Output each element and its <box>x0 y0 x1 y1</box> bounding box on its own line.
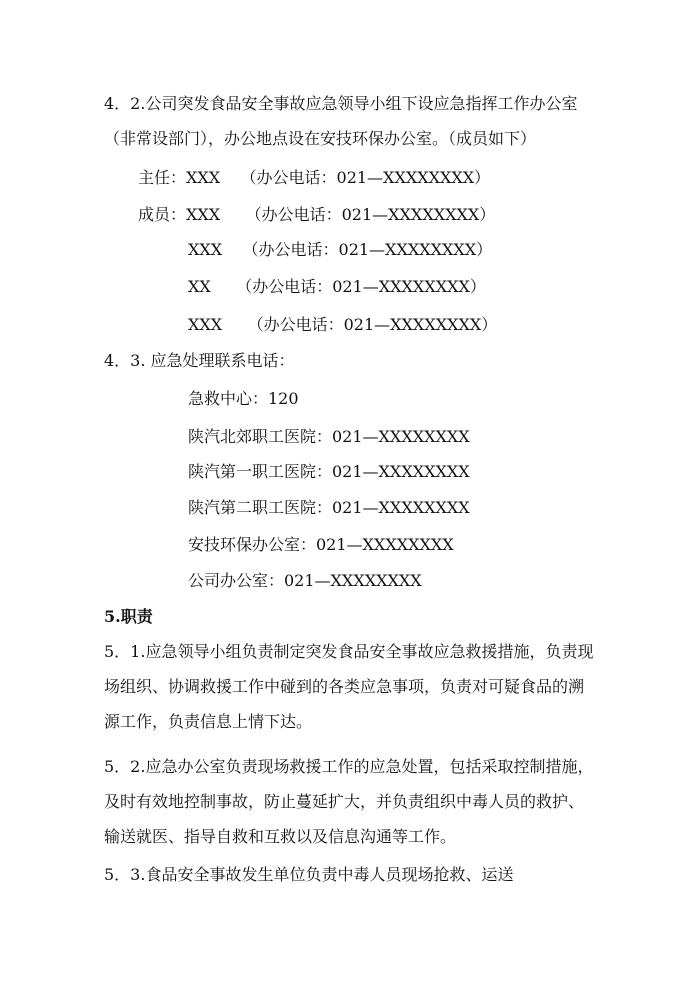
contact-line: 急救中心：120 <box>188 389 299 408</box>
contact-line: 陕汽第一职工医院：021—XXXXXXXX <box>188 462 470 481</box>
paragraph-line: 输送就医、指导自救和互救以及信息沟通等工作。 <box>104 827 457 846</box>
director-line: 主任：XXX （办公电话：021—XXXXXXXX） <box>138 168 491 187</box>
section-5-title: 5.职责 <box>104 607 153 626</box>
member-line: 成员：XXX （办公电话：021—XXXXXXXX） <box>138 205 496 224</box>
paragraph-line: 源工作，负责信息上情下达。 <box>104 712 313 731</box>
section-4-2-line-1: 4．2.公司突发食品安全事故应急领导小组下设应急指挥工作办公室 <box>104 94 578 113</box>
paragraph-line: 5．3.食品安全事故发生单位负责中毒人员现场抢救、运送 <box>104 865 514 884</box>
member-line: XX （办公电话：021—XXXXXXXX） <box>188 277 486 296</box>
paragraph-line: 及时有效地控制事故，防止蔓延扩大，并负责组织中毒人员的救护、 <box>104 792 585 811</box>
paragraph-line: 5．1.应急领导小组负责制定突发食品安全事故应急救援措施，负责现 <box>104 642 594 661</box>
section-4-3-title: 4．3. 应急处理联系电话： <box>104 351 295 370</box>
contact-line: 陕汽第二职工医院：021—XXXXXXXX <box>188 498 470 517</box>
contact-line: 安技环保办公室：021—XXXXXXXX <box>188 535 454 554</box>
member-line: XXX （办公电话：021—XXXXXXXX） <box>188 315 498 334</box>
paragraph-line: 5．2.应急办公室负责现场救援工作的应急处置，包括采取控制措施， <box>104 757 594 776</box>
member-line: XXX （办公电话：021—XXXXXXXX） <box>188 240 493 259</box>
contact-line: 公司办公室：021—XXXXXXXX <box>188 571 422 590</box>
contact-line: 陕汽北郊职工医院：021—XXXXXXXX <box>188 427 470 446</box>
section-4-2-line-2: （非常设部门），办公地点设在安技环保办公室。（成员如下） <box>104 129 537 148</box>
paragraph-line: 场组织、协调救援工作中碰到的各类应急事项，负责对可疑食品的溯 <box>104 677 585 696</box>
